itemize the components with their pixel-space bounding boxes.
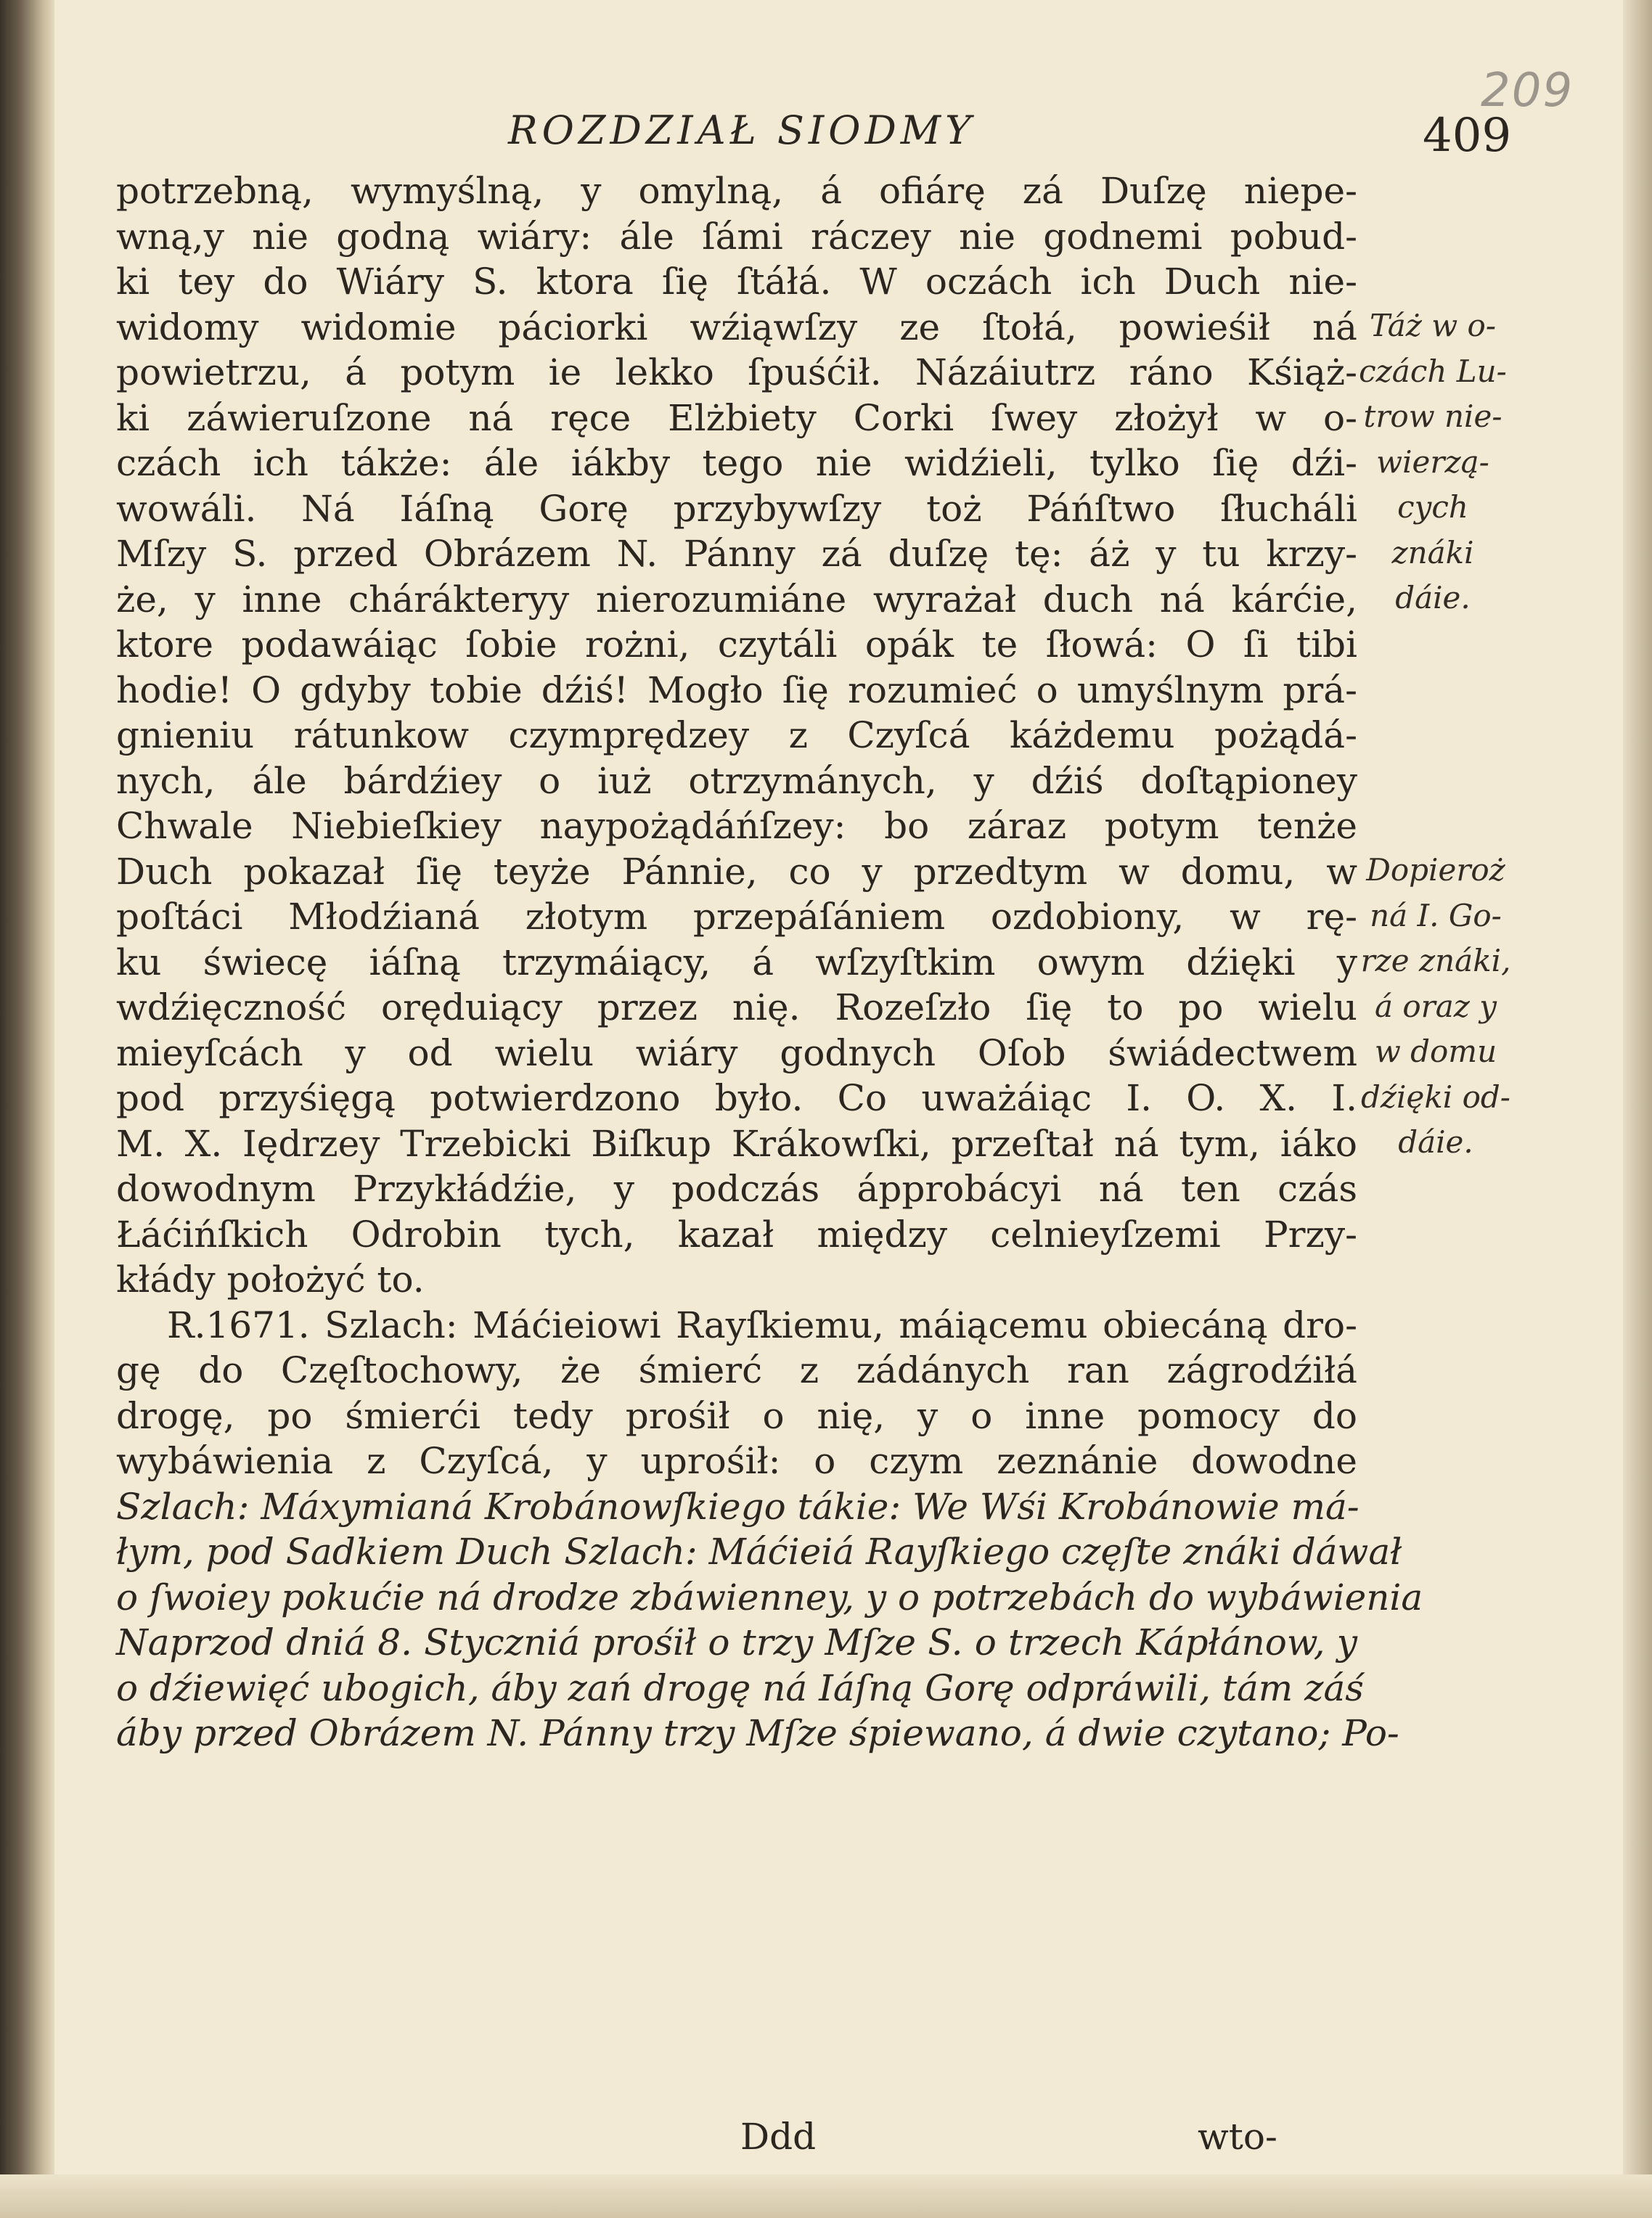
body-line: hodie! O gdyby tobie dźiś! Mogło ſię rozumieć o umyślnym prá- bbox=[116, 668, 1357, 711]
body-line: Łáćińſkich Odrobin tych, kazał między celnieyſzemi Przy- bbox=[116, 1213, 1357, 1256]
body-text bbox=[116, 168, 1423, 1756]
margin-note-line: czách Lu- bbox=[1359, 353, 1507, 389]
body-line: Szlach: Máxymianá Krobánowſkiego tákie: We Wśi Krobánowie má- bbox=[116, 1485, 1359, 1528]
page-edge bbox=[1623, 0, 1652, 2218]
margin-note-line: cych znáki bbox=[1391, 489, 1474, 570]
margin-note-1 bbox=[1353, 303, 1513, 621]
body-line: wybáwienia z Czyſcá, y uprośił: o czym zeznánie dowodne bbox=[116, 1440, 1357, 1482]
body-line: o ſwoiey pokućie ná drodze zbáwienney, y o potrzebách do wybáwienia bbox=[116, 1576, 1423, 1619]
margin-note-line: trow nie- bbox=[1363, 398, 1502, 434]
body-line: dowodnym Przykłádźie, y podczás ápprobácyi ná ten czás bbox=[116, 1168, 1357, 1210]
body-line: gę do Częſtochowy, że śmierć z zádánych ran zágrodźiłá bbox=[116, 1349, 1357, 1391]
body-line: M. X. Iędrzey Trzebicki Biſkup Krákowſki, przeſtał ná tym, iáko bbox=[116, 1122, 1357, 1165]
body-line: czách ich tákże: ále iákby tego nie widźieli, tylko ſię dźi- bbox=[116, 442, 1357, 484]
body-line: mieyſcách y od wielu wiáry godnych Oſob świádectwem bbox=[116, 1031, 1357, 1074]
margin-note-line: Dopieroż bbox=[1366, 852, 1505, 888]
body-line: ku świecę iáſną trzymáiący, á wſzyſtkim owym dźięki y bbox=[116, 941, 1357, 983]
body-line: drogę, po śmierći tedy prośił o nię, y o inne pomocy do bbox=[116, 1394, 1357, 1437]
body-line: o dźiewięć ubogich, áby zań drogę ná Iáſną Gorę odpráwili, tám záś bbox=[116, 1666, 1364, 1709]
margin-note-line: dáie. bbox=[1395, 580, 1471, 615]
body-line: R.1671. Szlach: Máćieiowi Rayſkiemu, máiącemu obiecáną dro- bbox=[167, 1304, 1357, 1346]
body-line: kłády położyć to. bbox=[116, 1259, 425, 1301]
body-line: potrzebną, wymyślną, y omylną, á ofiárę zá Duſzę niepe- bbox=[116, 170, 1357, 212]
margin-note-line: rze znáki, bbox=[1360, 943, 1511, 978]
body-line: Chwale Niebieſkiey naypożądáńſzey: bo záraz potym tenże bbox=[116, 805, 1357, 847]
body-line: że, y inne chárákteryy nierozumiáne wyrażał duch ná kárćie, bbox=[116, 578, 1357, 621]
signature-mark: Ddd bbox=[740, 2116, 817, 2158]
page-bottom-edge bbox=[0, 2174, 1652, 2218]
catchword: wto- bbox=[1198, 2116, 1277, 2158]
body-line: áby przed Obrázem N. Pánny trzy Mſze śpiewano, á dwie czytano; Po- bbox=[116, 1712, 1399, 1754]
body-line: wdźięczność oręduiący przez nię. Rozeſzło ſię to po wielu bbox=[116, 986, 1357, 1028]
body-line: powietrzu, á potym ie lekko ſpuśćił. Názáiutrz ráno Kśiąż- bbox=[116, 351, 1357, 393]
body-line: nych, ále bárdźiey o iuż otrzymánych, y dźiś doſtąpioney bbox=[116, 759, 1357, 802]
body-line: Mſzy S. przed Obrázem N. Pánny zá duſzę tę: áż y tu krzy- bbox=[116, 533, 1357, 575]
margin-note-line: w domu bbox=[1374, 1034, 1497, 1069]
body-line: widomy widomie páciorki wźiąwſzy ze ſtołá, powieśił ná bbox=[116, 306, 1357, 348]
body-line: Duch pokazał ſię teyże Pánnie, co y przedtym w domu, w bbox=[116, 850, 1357, 893]
body-line: poſtáci Młodźianá złotym przepáſániem ozdobiony, w rę- bbox=[116, 896, 1357, 938]
margin-note-2 bbox=[1356, 848, 1516, 1166]
body-line: wną,y nie godną wiáry: ále ſámi ráczey nie godnemi pobud- bbox=[116, 215, 1357, 258]
book-gutter bbox=[0, 0, 54, 2218]
margin-note-line: Táż w o- bbox=[1369, 308, 1497, 343]
body-line: łym, pod Sadkiem Duch Szlach: Máćieiá Rayſkiego częſte znáki dáwał bbox=[116, 1531, 1402, 1573]
pencil-folio-number: 209 bbox=[1481, 64, 1574, 118]
body-line: Naprzod dniá 8. Styczniá prośił o trzy Mſze S. o trzech Kápłánow, y bbox=[116, 1621, 1357, 1664]
body-line: ktore podawáiąc ſobie rożni, czytáli opák te ſłowá: O ſi tibi bbox=[116, 623, 1357, 666]
body-line: ki tey do Wiáry S. ktora ſię ſtáłá. W oczách ich Duch nie- bbox=[116, 261, 1357, 303]
body-line: ki záwieruſzone ná ręce Elżbiety Corki ſwey złożył w o- bbox=[116, 396, 1357, 439]
margin-note-line: dźięki od- bbox=[1361, 1079, 1510, 1115]
margin-note-line: dáie. bbox=[1398, 1124, 1473, 1160]
margin-note-line: wierzą- bbox=[1376, 443, 1489, 480]
body-line: wowáli. Ná Iáſną Gorę przybywſzy toż Páńſtwo ſłucháli bbox=[116, 487, 1357, 530]
page-number: 409 bbox=[1423, 109, 1512, 163]
running-head: ROZDZIAŁ SIODMY bbox=[508, 107, 976, 153]
body-line: gnieniu rátunkow czymprędzey z Czyſcá káżdemu pożądá- bbox=[116, 714, 1357, 756]
margin-note-line: á oraz y bbox=[1375, 988, 1497, 1024]
body-line: pod przyśięgą potwierdzono było. Co uważáiąc I. O. X. I. bbox=[116, 1077, 1357, 1119]
margin-note-line: ná I. Go- bbox=[1370, 897, 1502, 933]
